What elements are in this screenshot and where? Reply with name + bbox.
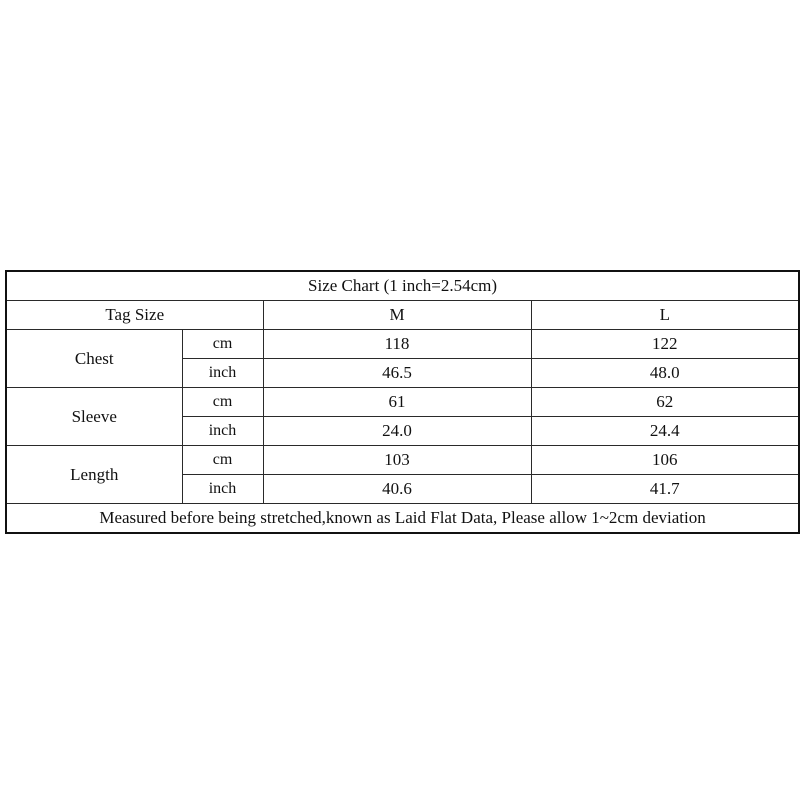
cell-chest-cm-m: 118 <box>263 330 531 359</box>
unit-label-inch: inch <box>182 417 263 446</box>
cell-chest-inch-l: 48.0 <box>531 359 799 388</box>
measure-label-length: Length <box>6 446 182 504</box>
measure-label-sleeve: Sleeve <box>6 388 182 446</box>
size-header-l: L <box>531 301 799 330</box>
cell-sleeve-cm-l: 62 <box>531 388 799 417</box>
cell-sleeve-cm-m: 61 <box>263 388 531 417</box>
size-chart-table <box>5 270 800 534</box>
unit-label-inch: inch <box>182 359 263 388</box>
cell-chest-cm-l: 122 <box>531 330 799 359</box>
title-row <box>6 271 799 301</box>
size-header-m: M <box>263 301 531 330</box>
measure-label-chest: Chest <box>6 330 182 388</box>
cell-length-inch-m: 40.6 <box>263 475 531 504</box>
tag-size-label: Tag Size <box>6 301 263 330</box>
note-row <box>6 504 799 534</box>
deviation-note: Measured before being stretched,known as Laid Flat Data, Please allow 1~2cm deviation <box>6 504 799 534</box>
cell-length-cm-l: 106 <box>531 446 799 475</box>
size-chart-title: Size Chart (1 inch=2.54cm) <box>6 271 799 301</box>
table-row <box>6 330 799 359</box>
cell-sleeve-inch-m: 24.0 <box>263 417 531 446</box>
cell-sleeve-inch-l: 24.4 <box>531 417 799 446</box>
cell-chest-inch-m: 46.5 <box>263 359 531 388</box>
cell-length-cm-m: 103 <box>263 446 531 475</box>
table-row <box>6 446 799 475</box>
unit-label-cm: cm <box>182 446 263 475</box>
table-row <box>6 388 799 417</box>
unit-label-inch: inch <box>182 475 263 504</box>
unit-label-cm: cm <box>182 388 263 417</box>
header-row <box>6 301 799 330</box>
unit-label-cm: cm <box>182 330 263 359</box>
cell-length-inch-l: 41.7 <box>531 475 799 504</box>
